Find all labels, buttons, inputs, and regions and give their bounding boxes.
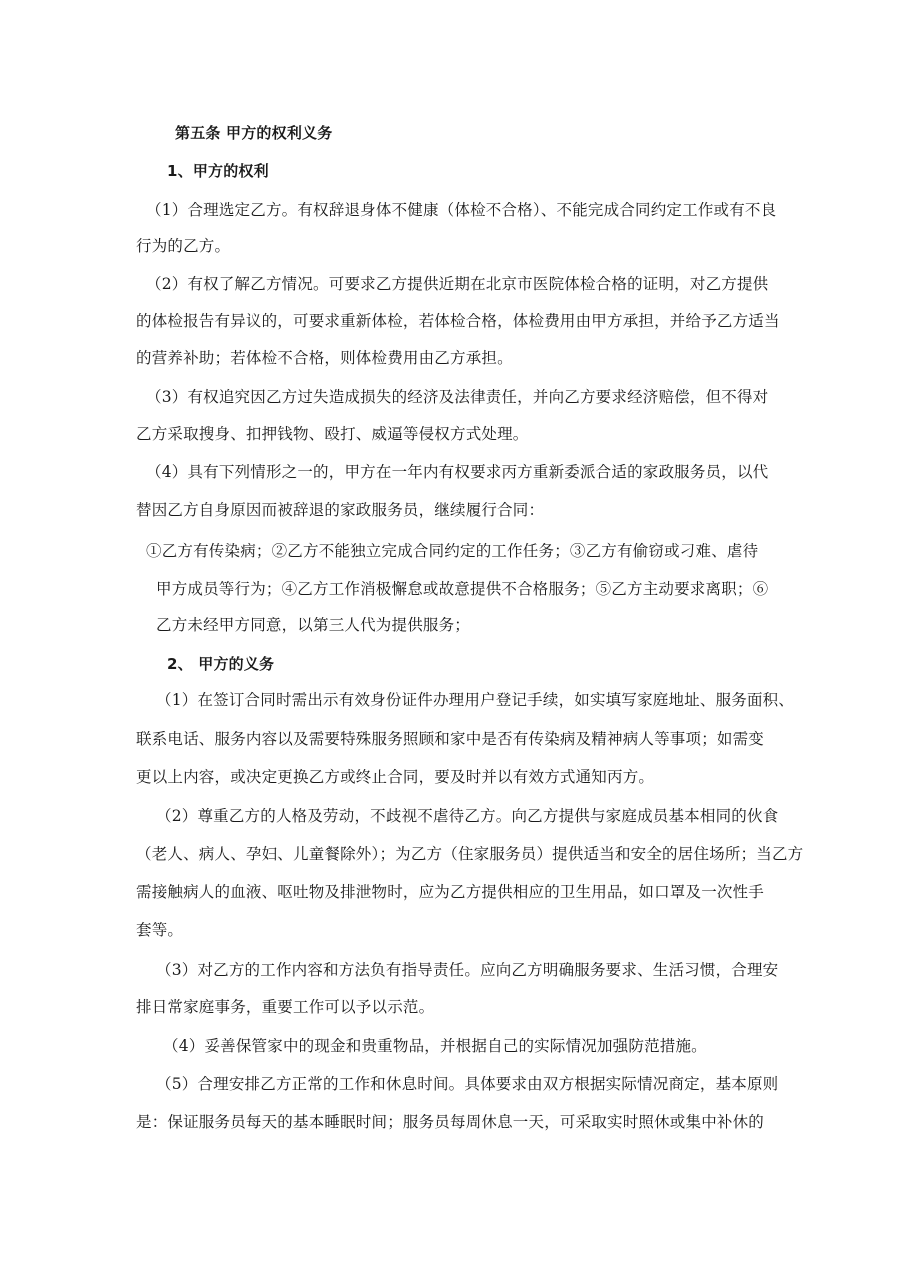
paragraph-line: （老人、病人、孕妇、儿童餐除外）；为乙方（住家服务员）提供适当和安全的居住场所；当乙方 [136, 845, 804, 863]
paragraph-line: （1）在签订合同时需出示有效身份证件办理用户登记手续，如实填写家庭地址、服务面积、 [156, 691, 795, 709]
paragraph-line: （2）有权了解乙方情况。可要求乙方提供近期在北京市医院体检合格的证明，对乙方提供 [146, 275, 769, 293]
paragraph-line: （2）尊重乙方的人格及劳动，不歧视不虐待乙方。向乙方提供与家庭成员基本相同的伙食 [156, 807, 779, 825]
paragraph-line: （1）合理选定乙方。有权辞退身体不健康（体检不合格）、不能完成合同约定工作或有不良 [146, 201, 777, 219]
paragraph-line: 套等。 [136, 921, 184, 939]
paragraph-line: 的体检报告有异议的，可要求重新体检，若体检合格，体检费用由甲方承担，并给予乙方适当 [136, 312, 780, 330]
section-heading-rights: 1、甲方的权利 [167, 162, 269, 180]
list-item-line: 乙方未经甲方同意，以第三人代为提供服务； [156, 616, 471, 634]
paragraph-line: 更以上内容，或决定更换乙方或终止合同，要及时并以有效方式通知丙方。 [136, 768, 655, 786]
paragraph-line: （5）合理安排乙方正常的工作和休息时间。具体要求由双方根据实际情况商定，基本原则 [156, 1075, 779, 1093]
list-item-line: 甲方成员等行为；④乙方工作消极懈怠或故意提供不合格服务；⑤乙方主动要求离职；⑥ [156, 580, 769, 598]
section-heading-duties: 2、 甲方的义务 [167, 655, 275, 673]
paragraph-line: 是：保证服务员每天的基本睡眠时间；服务员每周休息一天，可采取实时照休或集中补休的 [136, 1113, 765, 1131]
paragraph-line: 的营养补助；若体检不合格，则体检费用由乙方承担。 [136, 349, 513, 367]
paragraph-line: （4）具有下列情形之一的，甲方在一年内有权要求丙方重新委派合适的家政服务员，以代 [146, 463, 769, 481]
list-item-line: ①乙方有传染病；②乙方不能独立完成合同约定的工作任务；③乙方有偷窃或刁难、虐待 [146, 542, 759, 560]
paragraph-line: 排日常家庭事务，重要工作可以予以示范。 [136, 998, 435, 1016]
paragraph-line: 联系电话、服务内容以及需要特殊服务照顾和家中是否有传染病及精神病人等事项；如需变 [136, 730, 765, 748]
paragraph-line: （4）妥善保管家中的现金和贵重物品，并根据自己的实际情况加强防范措施。 [163, 1037, 707, 1055]
paragraph-line: 行为的乙方。 [136, 237, 231, 255]
article-title: 第五条 甲方的权利义务 [175, 124, 333, 142]
paragraph-line: 替因乙方自身原因而被辞退的家政服务员，继续履行合同： [136, 501, 545, 519]
paragraph-line: 乙方采取搜身、扣押钱物、殴打、威逼等侵权方式处理。 [136, 425, 529, 443]
paragraph-line: 需接触病人的血液、呕吐物及排泄物时，应为乙方提供相应的卫生用品，如口罩及一次性手 [136, 883, 765, 901]
paragraph-line: （3）有权追究因乙方过失造成损失的经济及法律责任，并向乙方要求经济赔偿，但不得对 [146, 388, 769, 406]
paragraph-line: （3）对乙方的工作内容和方法负有指导责任。应向乙方明确服务要求、生活习惯，合理安 [156, 961, 779, 979]
